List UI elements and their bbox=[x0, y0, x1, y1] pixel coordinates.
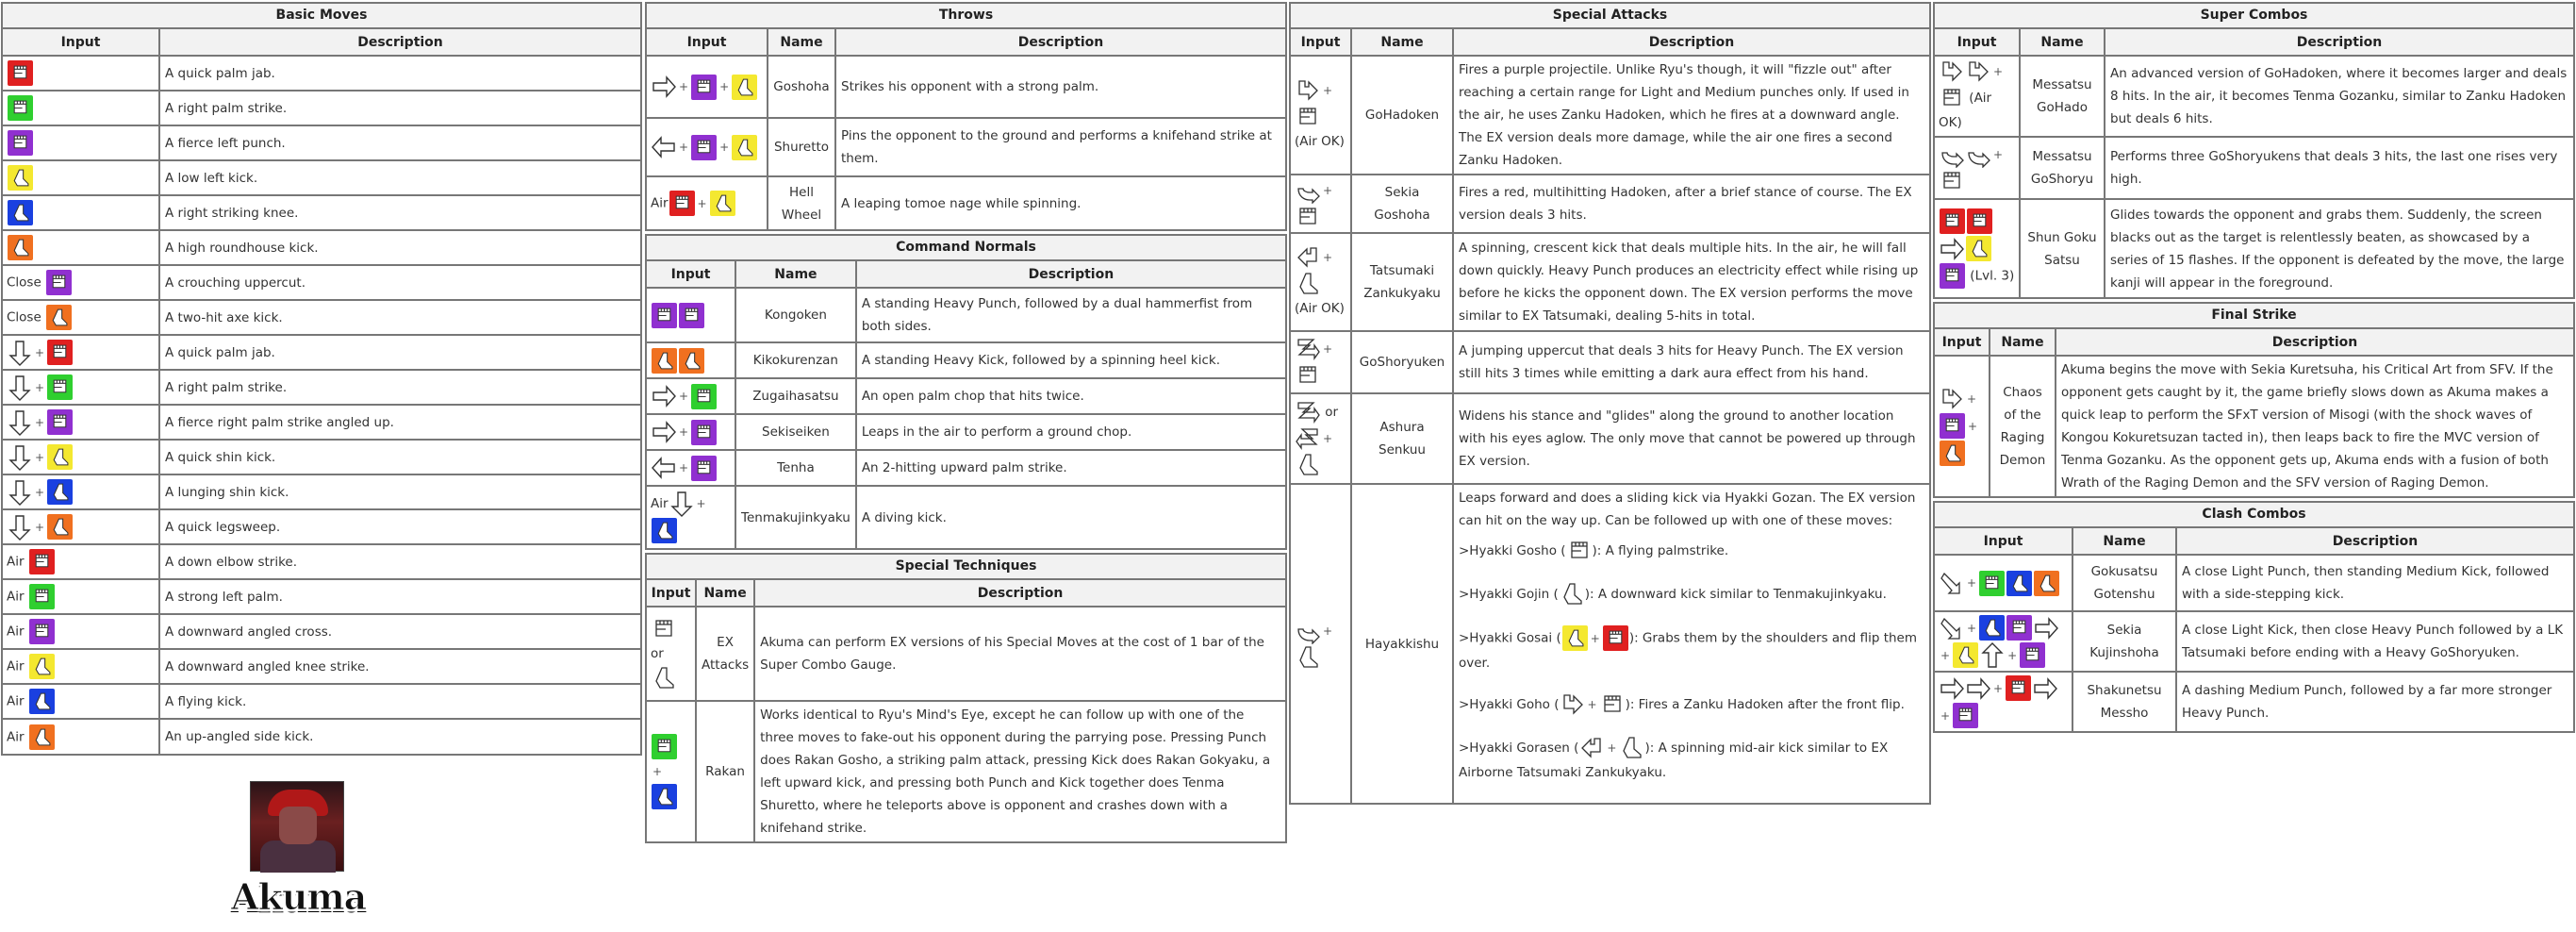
move-description: A down elbow strike. bbox=[159, 544, 640, 579]
medium-punch-icon bbox=[8, 95, 33, 121]
move-description: A right palm strike. bbox=[159, 91, 640, 125]
column-header-input: Input bbox=[1935, 29, 2020, 56]
follow-up-desc: ): A spinning mid-air kick similar to EX Airborne Tatsumaki Zankukyaku. bbox=[1459, 741, 1889, 780]
move-description: Glides towards the opponent and grabs them. Suddenly, the screen blacks out as the target is relentlessly beaten, as showcased by a series of 15 flashes. If the opponent is defeated by the move, the large kanji will appear in the foreground. bbox=[2105, 199, 2573, 297]
column-header-description: Description bbox=[2105, 29, 2573, 56]
air-ok-note: (Air OK) bbox=[1295, 301, 1345, 316]
move-description: A diving kick. bbox=[856, 486, 1285, 548]
akuma-portrait-image bbox=[250, 781, 344, 872]
forward-arrow-icon bbox=[1966, 675, 1990, 702]
move-description: A jumping uppercut that deals 3 hits for Heavy Punch. The EX version still hits 3 times while emitting a dark aura effect from his hand. bbox=[1453, 331, 1929, 393]
heavy-punch-icon bbox=[2006, 615, 2032, 641]
table-row: + A quick legsweep. bbox=[3, 509, 640, 544]
quarter-circle-forward-icon bbox=[1560, 691, 1585, 718]
table-title: Throws bbox=[647, 4, 1285, 29]
move-description: A quick palm jab. bbox=[159, 335, 640, 370]
table-row: Air + Hell Wheel A leaping tomoe nage while spinning. bbox=[647, 176, 1285, 229]
down-arrow-icon bbox=[669, 491, 694, 517]
move-description: A right palm strike. bbox=[159, 370, 640, 405]
table-title: Basic Moves bbox=[3, 4, 640, 29]
move-description: A downward angled knee strike. bbox=[159, 649, 640, 684]
table-row bbox=[3, 300, 640, 335]
air-ok-note: (Air OK) bbox=[1295, 134, 1345, 149]
table-row bbox=[3, 544, 640, 579]
light-punch-icon bbox=[1603, 625, 1628, 651]
move-description: A crouching uppercut. bbox=[159, 265, 640, 300]
follow-up-desc: ): A flying palmstrike. bbox=[1592, 543, 1729, 558]
table-row bbox=[3, 579, 640, 614]
medium-kick-icon bbox=[1979, 615, 2005, 641]
move-name: Shuretto bbox=[768, 118, 835, 176]
kick-generic-icon bbox=[1296, 271, 1320, 297]
move-description: Widens his stance and "glides" along the ground to another location with his eyes aglow. The only move that cannot be powered up through EX version. bbox=[1453, 393, 1929, 484]
table-row bbox=[647, 607, 1285, 701]
input-prefix: Air bbox=[7, 589, 25, 605]
down-arrow-icon bbox=[8, 514, 32, 541]
input-prefix: Air bbox=[7, 624, 25, 640]
move-name: GoHadoken bbox=[1351, 56, 1453, 175]
column-header-name: Name bbox=[2072, 528, 2176, 555]
table-row: + (Air OK) Tatsumaki Zankukyaku A spinning, crescent kick that deals multiple hits. In the air, he will fall down quickly. Heavy Punch produces an electricity effect while rising up before he kicks the opponent down. The EX version performs the move similar to EX Tatsumaki, dealing 5-hits in total. bbox=[1291, 233, 1929, 331]
table-row bbox=[647, 288, 1285, 342]
heavy-kick-icon bbox=[652, 348, 677, 374]
quarter-circle-forward-icon bbox=[1296, 77, 1320, 104]
move-description: A standing Heavy Kick, followed by a spinning heel kick. bbox=[856, 342, 1285, 378]
follow-up-goho: >Hyakki Goho ( + ): Fires a Zanku Hadoken after the front flip. bbox=[1459, 691, 1924, 718]
table-row: or + Ashura Senkuu Widens his stance and "glides" along the ground to another location with his eyes aglow. The only move that cannot be powered up through EX version. bbox=[1291, 393, 1929, 484]
follow-up-gojin bbox=[1459, 581, 1924, 607]
move-name: Hayakkishu bbox=[1351, 484, 1453, 803]
half-circle-forward-icon bbox=[1966, 141, 1990, 168]
light-kick-icon bbox=[1953, 642, 1978, 668]
move-name: Kongoken bbox=[735, 288, 856, 342]
move-name: Shakunetsu Messho bbox=[2072, 672, 2176, 731]
special-attacks-column bbox=[1289, 2, 1931, 807]
heavy-kick-icon bbox=[29, 724, 55, 750]
light-kick-icon bbox=[47, 444, 73, 470]
column-header-input: Input bbox=[1935, 528, 2072, 555]
forward-arrow-icon bbox=[2034, 615, 2058, 641]
final-strike-table bbox=[1933, 302, 2575, 498]
heavy-punch-icon bbox=[2020, 642, 2045, 668]
triple-kick-icon bbox=[1296, 452, 1320, 478]
move-description-cell bbox=[1453, 484, 1929, 803]
column-header-description: Description bbox=[1453, 29, 1929, 56]
column-header-input: Input bbox=[1935, 329, 1990, 356]
input-prefix: Air bbox=[7, 729, 25, 744]
forward-arrow-icon bbox=[2033, 675, 2057, 702]
light-kick-icon bbox=[29, 654, 55, 679]
table-row bbox=[3, 614, 640, 649]
follow-up-name: >Hyakki Gosai ( bbox=[1459, 630, 1561, 646]
down-arrow-icon bbox=[8, 374, 32, 401]
heavy-punch-icon bbox=[691, 75, 717, 100]
heavy-punch-icon bbox=[47, 409, 73, 435]
kick-generic-icon bbox=[652, 665, 676, 691]
move-name: Rakan bbox=[696, 701, 754, 841]
light-punch-icon bbox=[29, 549, 55, 574]
half-circle-forward-icon bbox=[1296, 618, 1320, 644]
down-back-arrow-icon bbox=[1940, 570, 1964, 596]
super-combos-table bbox=[1933, 2, 2575, 299]
follow-up-name: >Hyakki Gorasen ( bbox=[1459, 741, 1579, 756]
move-description: Leaps in the air to perform a ground chop. bbox=[856, 414, 1285, 450]
dragon-punch-motion-icon bbox=[1296, 336, 1320, 362]
table-row bbox=[3, 56, 640, 91]
follow-up-gosho bbox=[1459, 538, 1924, 564]
heavy-punch-icon bbox=[679, 303, 704, 328]
down-back-arrow-icon bbox=[1940, 615, 1964, 641]
clash-combos-table bbox=[1933, 501, 2575, 733]
level-note: (Lvl. 3) bbox=[1970, 268, 2015, 284]
column-header-name: Name bbox=[696, 580, 754, 607]
special-attacks-table bbox=[1289, 2, 1931, 805]
move-description: Performs three GoShoryukens that deals 3 hits, the last one rises very high. bbox=[2105, 137, 2573, 199]
move-description: A two-hit axe kick. bbox=[159, 300, 640, 335]
light-kick-icon bbox=[8, 165, 33, 191]
move-description: An open palm chop that hits twice. bbox=[856, 378, 1285, 414]
table-row: + Sekia Goshoha Fires a red, multihitting Hadoken, after a brief stance of course. The EX version deals 3 hits. bbox=[1291, 175, 1929, 233]
move-description: Pins the opponent to the ground and performs a knifehand strike at them. bbox=[835, 118, 1285, 176]
medium-punch-icon bbox=[1979, 571, 2005, 596]
punch-generic-icon bbox=[1940, 85, 1964, 111]
forward-arrow-icon bbox=[1940, 675, 1964, 702]
table-row bbox=[3, 91, 640, 125]
move-description: A downward angled cross. bbox=[159, 614, 640, 649]
follow-up-name: >Hyakki Gojin ( bbox=[1459, 587, 1559, 602]
light-kick-icon bbox=[1966, 236, 1991, 261]
move-description: A fierce right palm strike angled up. bbox=[159, 405, 640, 440]
table-title: Final Strike bbox=[1935, 304, 2573, 329]
table-row bbox=[1935, 199, 2573, 297]
table-row: + Messatsu GoShoryu Performs three GoShoryukens that deals 3 hits, the last one rises very high. bbox=[1935, 137, 2573, 199]
punch-generic-icon bbox=[1567, 538, 1592, 564]
column-header-description: Description bbox=[2176, 528, 2573, 555]
table-row bbox=[3, 719, 640, 754]
move-description: A high roundhouse kick. bbox=[159, 230, 640, 265]
move-name: Tatsumaki Zankukyaku bbox=[1351, 233, 1453, 331]
kick-generic-icon bbox=[1296, 644, 1320, 671]
medium-punch-icon bbox=[47, 374, 73, 400]
table-row: + Rakan Works identical to Ryu's Mind's Eye, except he can follow up with one of the three moves to fake-out his opponent during the parrying pose. Pressing Punch does Rakan Gosho, a striking palm attack, pressing Kick does Rakan Gokyaku, a left upward kick, and pressing both Punch and Kick together does Tenma Shuretto, where he teleports above is opponent and crashes down with a knifehand strike. bbox=[647, 701, 1285, 841]
table-row: + + Shuretto Pins the opponent to the ground and performs a knifehand strike at them. bbox=[647, 118, 1285, 176]
light-punch-icon bbox=[1940, 208, 1965, 234]
column-header-description: Description bbox=[159, 29, 640, 56]
move-description: A quick palm jab. bbox=[159, 56, 640, 91]
heavy-kick-icon bbox=[8, 235, 33, 260]
table-title: Command Normals bbox=[647, 236, 1285, 261]
heavy-punch-icon bbox=[652, 303, 677, 328]
move-name: Tenha bbox=[735, 450, 856, 486]
move-description: A standing Heavy Punch, followed by a dual hammerfist from both sides. bbox=[856, 288, 1285, 342]
table-row: + (Air OK) GoHadoken Fires a purple projectile. Unlike Ryu's though, it will "fizzle out" after reaching a certain range for Light and Medium punches only. If used in the air, he uses Zanku Hadoken, which he fires at a downward angle. The EX version deals more damage, while the air one fires a second Zanku Hadoken. bbox=[1291, 56, 1929, 175]
move-description: A quick legsweep. bbox=[159, 509, 640, 544]
medium-kick-icon bbox=[2006, 571, 2032, 596]
table-row: + A quick shin kick. bbox=[3, 440, 640, 474]
move-description: A strong left palm. bbox=[159, 579, 640, 614]
medium-punch-icon bbox=[652, 734, 677, 759]
move-name: Chaos of the Raging Demon bbox=[1990, 356, 2056, 496]
medium-kick-icon bbox=[652, 784, 677, 809]
follow-up-name: >Hyakki Goho ( bbox=[1459, 697, 1560, 712]
move-description: A flying kick. bbox=[159, 684, 640, 719]
punch-generic-icon bbox=[1600, 691, 1625, 718]
move-description: A spinning, crescent kick that deals multiple hits. In the air, he will fall down quickly. Heavy Punch produces an electricity effect while rising up before he kicks the opponent down. The EX version performs the move similar to EX Tatsumaki, dealing 5-hits in total. bbox=[1453, 233, 1929, 331]
column-header-input: Input bbox=[647, 580, 696, 607]
move-description: Fires a purple projectile. Unlike Ryu's though, it will "fizzle out" after reaching a certain range for Light and Medium punches only. If used in the air, he uses Zanku Hadoken, which he fires at a downward angle. The EX version deals more damage, while the air one fires a second Zanku Hadoken. bbox=[1453, 56, 1929, 175]
down-arrow-icon bbox=[8, 444, 32, 471]
down-arrow-icon bbox=[8, 340, 32, 366]
table-row bbox=[3, 684, 640, 719]
table-row: + A fierce right palm strike angled up. bbox=[3, 405, 640, 440]
move-name: Sekiseiken bbox=[735, 414, 856, 450]
throws-table bbox=[645, 2, 1287, 231]
move-description: Akuma begins the move with Sekia Kuretsuha, his Critical Art from SFV. If the opponent gets caught by it, the game briefly slows down as Akuma makes a quick leap to perform the SFxT version of Misogi (with the shock waves of Kongou Kokuretsuzan tacted in), then leaps back to fire the MVC version of Tenma Gozanku. As the opponent gets up, Akuma ends with a fusion of both Wrath of the Raging Demon and the SFV version of Raging Demon. bbox=[2056, 356, 2573, 496]
forward-arrow-icon bbox=[652, 74, 676, 100]
table-row: + Hayakkishu Leaps forward and does a sliding kick via Hyakki Gozan. The EX version can hit on the way up. Can be followed up with one of these moves: >Hyakki Gosho ( ): A flying palmstrike. >Hyakki Gojin ( ): A downward kick similar to Tenmakujinkyaku. >Hyakki Gosai ( + ): Grabs them by the shoulders and flip them over. >Hyakki Goho ( + ): Fires a Zanku Hadoken after the front flip. >Hyakki Gorasen ( + ): A spinning mid-air kick similar to EX Airborne Tatsumaki Zankukyaku. bbox=[1291, 484, 1929, 803]
column-header-description: Description bbox=[2056, 329, 2573, 356]
move-name: Goshoha bbox=[768, 56, 835, 118]
heavy-kick-icon bbox=[1940, 441, 1965, 466]
table-row: + + Shakunetsu Messho A dashing Medium Punch, followed by a far more stronger Heavy Punch. bbox=[1935, 672, 2573, 731]
table-row: + + + Sekia Kujinshoha A close Light Kick, then close Heavy Punch followed by a LK Tatsumaki before ending with a Heavy GoShoryuken. bbox=[1935, 611, 2573, 672]
table-title: Special Techniques bbox=[647, 555, 1285, 580]
back-arrow-icon bbox=[652, 455, 676, 481]
column-header-input: Input bbox=[647, 29, 768, 56]
column-header-name: Name bbox=[1990, 329, 2056, 356]
heavy-punch-icon bbox=[8, 130, 33, 156]
column-header-name: Name bbox=[768, 29, 835, 56]
table-row: + A right palm strike. bbox=[3, 370, 640, 405]
move-description: A low left kick. bbox=[159, 160, 640, 195]
input-prefix: Close bbox=[7, 275, 41, 291]
move-description: A dashing Medium Punch, followed by a far more stronger Heavy Punch. bbox=[2176, 672, 2573, 731]
column-header-input: Input bbox=[647, 261, 735, 288]
light-punch-icon bbox=[1967, 208, 1992, 234]
table-title: Special Attacks bbox=[1291, 4, 1929, 29]
quarter-circle-back-icon bbox=[1579, 735, 1604, 761]
light-kick-icon bbox=[732, 75, 757, 100]
heavy-punch-icon bbox=[1940, 263, 1965, 289]
light-kick-icon bbox=[1562, 625, 1588, 651]
follow-up-name: >Hyakki Gosho ( bbox=[1459, 543, 1566, 558]
input-prefix: Air bbox=[7, 554, 25, 570]
move-description: An advanced version of GoHadoken, where it becomes larger and deals 8 hits. In the air, it becomes Tenma Gozanku, similar to Zanku Hadoken but deals 6 hits. bbox=[2105, 56, 2573, 137]
reverse-dragon-punch-motion-icon bbox=[1296, 425, 1320, 452]
column-header-name: Name bbox=[1351, 29, 1453, 56]
table-row: + Sekiseiken Leaps in the air to perform a ground chop. bbox=[647, 414, 1285, 450]
column-header-name: Name bbox=[735, 261, 856, 288]
forward-arrow-icon bbox=[652, 419, 676, 445]
table-row: Air + Tenmakujinkyaku A diving kick. bbox=[647, 486, 1285, 548]
command-normals-table bbox=[645, 234, 1287, 550]
punch-generic-icon bbox=[652, 616, 676, 642]
input-prefix: Air bbox=[651, 195, 669, 211]
table-row: + GoShoryuken A jumping uppercut that deals 3 hits for Heavy Punch. The EX version still hits 3 times while emitting a dark aura effect from his hand. bbox=[1291, 331, 1929, 393]
table-title: Super Combos bbox=[1935, 4, 2573, 29]
light-kick-icon bbox=[732, 135, 757, 160]
move-description: A lunging shin kick. bbox=[159, 474, 640, 509]
move-name: Gokusatsu Gotenshu bbox=[2072, 555, 2176, 611]
down-arrow-icon bbox=[8, 409, 32, 436]
move-description: Strikes his opponent with a strong palm. bbox=[835, 56, 1285, 118]
column-header-description: Description bbox=[835, 29, 1285, 56]
move-name: Kikokurenzan bbox=[735, 342, 856, 378]
air-ok-note: (Air OK) bbox=[1939, 91, 1992, 130]
move-name: Ashura Senkuu bbox=[1351, 393, 1453, 484]
forward-arrow-icon bbox=[652, 383, 676, 409]
column-header-input: Input bbox=[3, 29, 159, 56]
heavy-punch-icon bbox=[691, 456, 717, 481]
character-name-logo: Akuma bbox=[231, 875, 367, 918]
table-row: + A quick palm jab. bbox=[3, 335, 640, 370]
medium-punch-icon bbox=[691, 384, 717, 409]
half-circle-forward-icon bbox=[1296, 177, 1320, 204]
follow-up-gorasen: >Hyakki Gorasen ( + ): A spinning mid-air kick similar to EX Airborne Tatsumaki Zankukyaku. bbox=[1459, 735, 1924, 784]
special-techniques-table bbox=[645, 553, 1287, 843]
input-prefix: Air bbox=[7, 658, 25, 674]
table-row: + + Chaos of the Raging Demon Akuma begins the move with Sekia Kuretsuha, his Critical Art from SFV. If the opponent gets caught by it, the game briefly slows down as Akuma makes a quick leap to perform the SFxT version of Misogi (with the shock waves of Kongou Kokuretsuzan tacted in), then leaps back to fire the MVC version of Tenma Gozanku. As the opponent gets up, Akuma ends with a fusion of both Wrath of the Raging Demon and the SFV version of Raging Demon. bbox=[1935, 356, 2573, 496]
column-header-input: Input bbox=[1291, 29, 1351, 56]
double-quarter-circle-icon bbox=[1940, 386, 1964, 412]
quarter-circle-back-icon bbox=[1296, 244, 1320, 271]
move-description: Fires a red, multihitting Hadoken, after a brief stance of course. The EX version deals 3 hits. bbox=[1453, 175, 1929, 233]
heavy-kick-icon bbox=[679, 348, 704, 374]
move-name: EX Attacks bbox=[696, 607, 754, 701]
move-description: A right striking knee. bbox=[159, 195, 640, 230]
heavy-punch-icon bbox=[46, 270, 72, 295]
double-dragon-punch-icon bbox=[1940, 141, 1964, 168]
input-prefix: Air bbox=[651, 496, 669, 511]
down-arrow-icon bbox=[8, 479, 32, 506]
heavy-kick-icon bbox=[2034, 571, 2059, 596]
or-label: or bbox=[1325, 405, 1339, 420]
table-row: + A lunging shin kick. bbox=[3, 474, 640, 509]
basic-moves-table bbox=[1, 2, 642, 756]
medium-kick-icon bbox=[47, 479, 73, 505]
or-label: or bbox=[651, 646, 664, 661]
heavy-punch-icon bbox=[691, 420, 717, 445]
table-row bbox=[3, 160, 640, 195]
kick-generic-icon bbox=[1560, 581, 1584, 607]
move-description: A leaping tomoe nage while spinning. bbox=[835, 176, 1285, 229]
move-description: An 2-hitting upward palm strike. bbox=[856, 450, 1285, 486]
table-row: + (Air OK) Messatsu GoHado An advanced version of GoHadoken, where it becomes larger and deals 8 hits. In the air, it becomes Tenma Gozanku, similar to Zanku Hadoken but deals 6 hits. bbox=[1935, 56, 2573, 137]
table-row bbox=[3, 265, 640, 300]
light-punch-icon bbox=[2006, 675, 2031, 701]
table-row bbox=[3, 230, 640, 265]
medium-punch-icon bbox=[29, 584, 55, 609]
column-header-description: Description bbox=[754, 580, 1285, 607]
punch-generic-icon bbox=[1940, 168, 1964, 194]
move-name: Tenmakujinkyaku bbox=[735, 486, 856, 548]
table-row: + Tenha An 2-hitting upward palm strike. bbox=[647, 450, 1285, 486]
heavy-kick-icon bbox=[46, 305, 72, 330]
punch-generic-icon bbox=[1296, 204, 1320, 230]
move-name: Sekia Goshoha bbox=[1351, 175, 1453, 233]
move-name: Messatsu GoHado bbox=[2020, 56, 2105, 137]
follow-up-desc: ): Grabs them by the shoulders and flip them over. bbox=[1459, 630, 1918, 671]
dragon-punch-motion-icon bbox=[1296, 399, 1320, 425]
heavy-punch-icon bbox=[1940, 413, 1965, 439]
up-arrow-icon bbox=[1980, 642, 2005, 669]
punch-generic-icon bbox=[1296, 362, 1320, 389]
table-row bbox=[3, 125, 640, 160]
heavy-punch-icon bbox=[691, 135, 717, 160]
table-row: + + Goshoha Strikes his opponent with a strong palm. bbox=[647, 56, 1285, 118]
input-prefix: Close bbox=[7, 309, 41, 325]
kick-generic-icon bbox=[1619, 735, 1643, 761]
punch-generic-icon bbox=[1296, 104, 1320, 130]
move-name: Messatsu GoShoryu bbox=[2020, 137, 2105, 199]
move-description: A quick shin kick. bbox=[159, 440, 640, 474]
move-name: GoShoryuken bbox=[1351, 331, 1453, 393]
medium-kick-icon bbox=[29, 689, 55, 714]
move-name: Zugaihasatsu bbox=[735, 378, 856, 414]
column-header-name: Name bbox=[2020, 29, 2105, 56]
light-punch-icon bbox=[669, 191, 695, 216]
move-description: A close Light Punch, then standing Medium Kick, followed with a side-stepping kick. bbox=[2176, 555, 2573, 611]
medium-kick-icon bbox=[8, 200, 33, 225]
forward-arrow-icon bbox=[1940, 236, 1964, 262]
table-row bbox=[3, 649, 640, 684]
throws-column bbox=[645, 2, 1287, 846]
follow-up-desc: ): Fires a Zanku Hadoken after the front flip. bbox=[1625, 697, 1905, 712]
light-punch-icon bbox=[47, 340, 73, 365]
medium-kick-icon bbox=[652, 518, 677, 543]
table-row: + Gokusatsu Gotenshu A close Light Punch, then standing Medium Kick, followed with a side-stepping kick. bbox=[1935, 555, 2573, 611]
super-combos-column bbox=[1933, 2, 2575, 736]
double-quarter-circle-forward-icon bbox=[1940, 58, 1964, 85]
back-arrow-icon bbox=[652, 134, 676, 160]
move-description: A fierce left punch. bbox=[159, 125, 640, 160]
heavy-kick-icon bbox=[47, 514, 73, 540]
move-name: Hell Wheel bbox=[768, 176, 835, 229]
follow-up-desc: ): A downward kick similar to Tenmakujinkyaku. bbox=[1584, 587, 1887, 602]
move-name: Sekia Kujinshoha bbox=[2072, 611, 2176, 672]
move-name: Shun Goku Satsu bbox=[2020, 199, 2105, 297]
table-row bbox=[3, 195, 640, 230]
move-description: A close Light Kick, then close Heavy Punch followed by a LK Tatsumaki before ending with a Heavy GoShoryuken. bbox=[2176, 611, 2573, 672]
follow-up-gosai: >Hyakki Gosai ( + ): Grabs them by the shoulders and flip them over. bbox=[1459, 624, 1924, 674]
move-description: Leaps forward and does a sliding kick via Hyakki Gozan. The EX version can hit on the way up. Can be followed up with one of these moves: bbox=[1459, 491, 1916, 528]
column-header-description: Description bbox=[856, 261, 1285, 288]
table-title: Clash Combos bbox=[1935, 503, 2573, 528]
input-prefix: Air bbox=[7, 693, 25, 709]
table-row: + Zugaihasatsu An open palm chop that hits twice. bbox=[647, 378, 1285, 414]
heavy-punch-icon bbox=[1953, 703, 1978, 728]
move-description: Works identical to Ryu's Mind's Eye, except he can follow up with one of the three moves to fake-out his opponent during the parrying pose. Pressing Punch does Rakan Gosho, a striking palm attack, pressing Kick does Rakan Gokyaku, a left upward kick, and pressing both Punch and Kick together does Tenma Shuretto, where he teleports above is opponent and crashes down with a knifehand strike. bbox=[754, 701, 1285, 841]
basic-moves-column bbox=[1, 2, 642, 758]
move-description: An up-angled side kick. bbox=[159, 719, 640, 754]
quarter-circle-forward-icon bbox=[1966, 58, 1990, 85]
light-kick-icon bbox=[710, 191, 735, 216]
table-row bbox=[647, 342, 1285, 378]
move-description: Akuma can perform EX versions of his Special Moves at the cost of 1 bar of the Super Combo Gauge. bbox=[754, 607, 1285, 701]
heavy-punch-icon bbox=[29, 619, 55, 644]
light-punch-icon bbox=[8, 60, 33, 86]
